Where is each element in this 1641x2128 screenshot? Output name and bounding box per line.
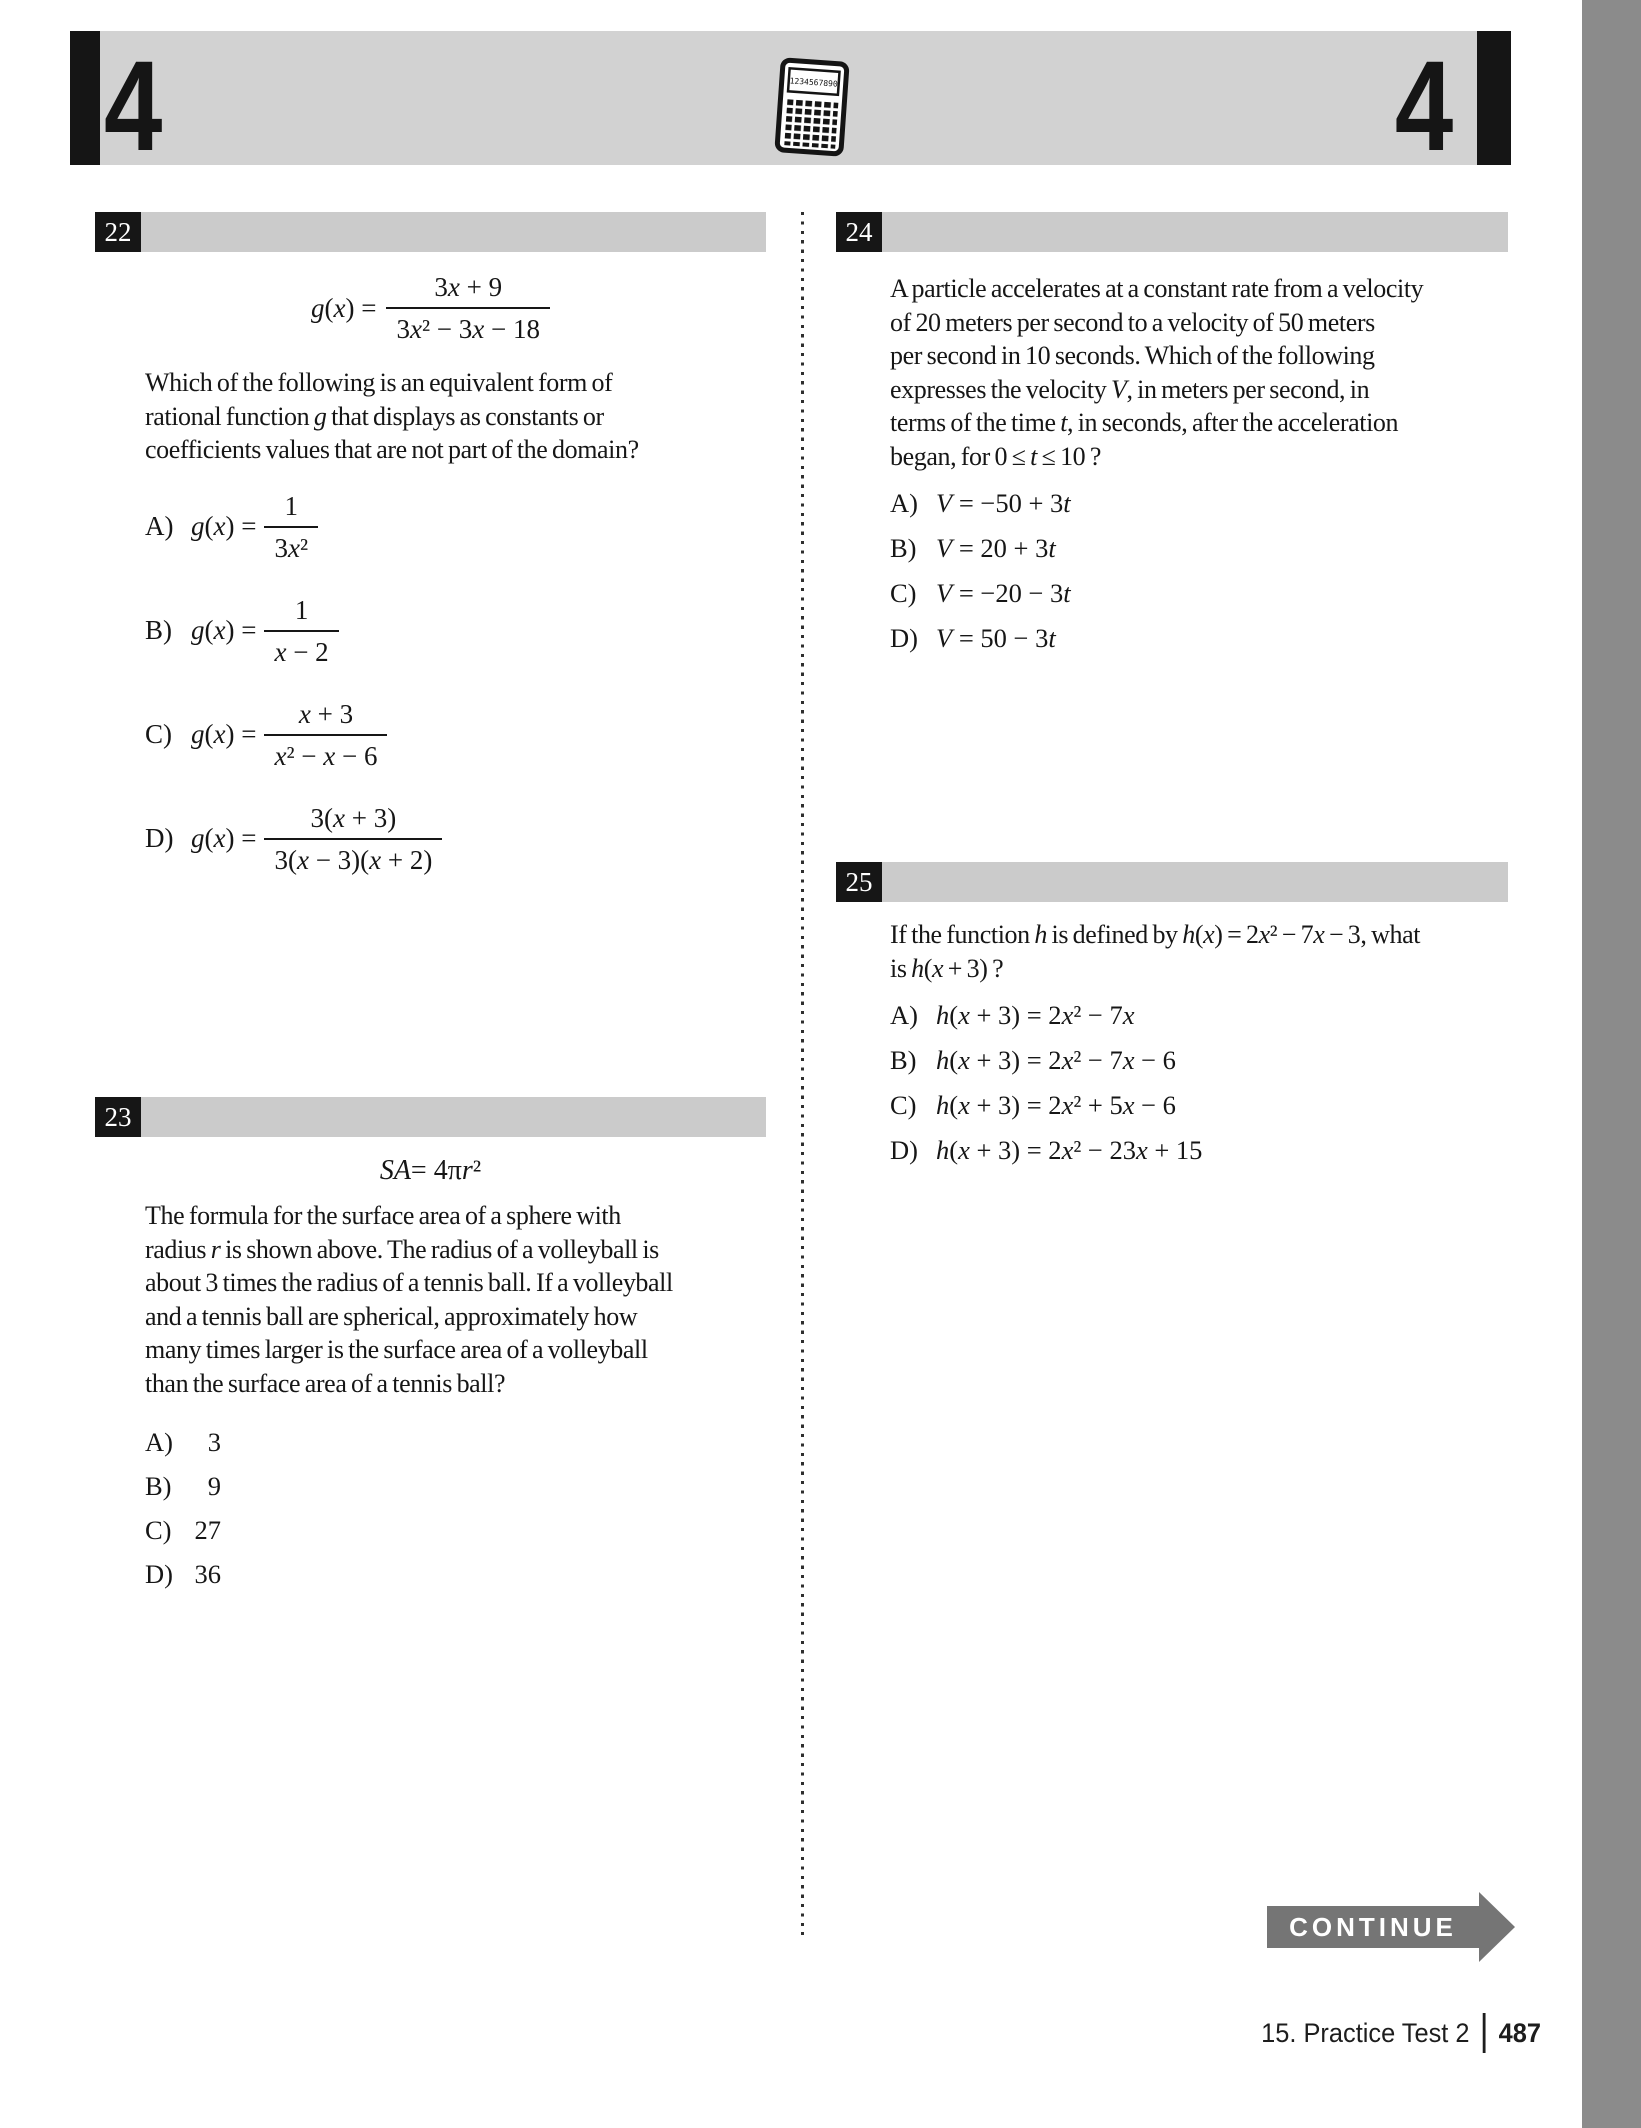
fraction-numerator: 1 — [284, 490, 298, 521]
choice-c — [145, 1514, 766, 1546]
section-number-right: 4 — [1394, 35, 1453, 178]
choice-b — [890, 532, 1508, 565]
choice-expression: V = −50 + 3t — [936, 488, 1071, 518]
question-label-bar — [882, 862, 1508, 902]
choice-fraction — [264, 699, 387, 771]
question-number: 22 — [95, 212, 141, 252]
choice-label: C) — [890, 1090, 917, 1120]
question-25-text: If the function h is defined by h(x) = 2x² − 7x − 3, what is h(x + 3) ? — [890, 920, 1421, 983]
choice-value: 27 — [194, 1515, 221, 1545]
choice-label: C) — [890, 578, 917, 608]
choice-label: A) — [145, 1427, 173, 1457]
page-edge-strip — [1582, 0, 1641, 2128]
question-label-bar — [882, 212, 1508, 252]
question-22-text: Which of the following is an equivalent form of rational function g that displays as constants or coefficients values that are not part of the domain? — [145, 368, 639, 464]
calculator-display: 1234567890 — [789, 76, 839, 89]
question-23-text: The formula for the surface area of a sphere with radius r is shown above. The radius of a volleyball is about 3 times the radius of a tennis ball. If a volleyball and a tennis ball are spherical, approximately how many times larger is the surface area of a volleyball than the surface area of a tennis ball? — [145, 1201, 673, 1398]
question-22-formula — [95, 272, 766, 344]
choice-d — [890, 622, 1508, 655]
footer-separator — [1483, 2013, 1486, 2053]
choice-fraction — [264, 491, 318, 563]
formula-fraction — [386, 272, 550, 344]
question-25 — [836, 862, 1508, 1179]
column-divider-dotted — [801, 212, 804, 1935]
fraction-numerator: x + 3 — [298, 698, 354, 729]
choice-label: A) — [145, 511, 174, 541]
question-22-choices — [145, 491, 766, 875]
question-label-bar — [141, 212, 766, 252]
choice-label: D) — [890, 1135, 918, 1165]
fraction-numerator: 3(x + 3) — [310, 802, 397, 833]
fraction-denominator: x² − x − 6 — [264, 734, 387, 771]
choice-label: C) — [145, 719, 172, 749]
question-25-choices — [890, 999, 1508, 1167]
choice-lhs: g(x) = — [191, 823, 257, 853]
choice-label: D) — [145, 1559, 173, 1589]
choice-lhs: g(x) = — [191, 511, 257, 541]
choice-label: B) — [890, 1045, 917, 1075]
choice-c — [890, 577, 1508, 610]
choice-label: A) — [890, 488, 918, 518]
choice-a — [145, 1426, 766, 1458]
fraction-denominator: 3(x − 3)(x + 2) — [264, 838, 442, 875]
question-24-text: A particle accelerates at a constant rate from a velocity of 20 meters per second to a velocity of 50 meters per second in 10 seconds. Which of the following expresses the velocity V, in meters per second, in terms of the time t, in seconds, after the acceleration began, for 0 ≤ t ≤ 10 ? — [890, 274, 1424, 471]
section-number-left: 4 — [104, 35, 163, 178]
fraction-numerator: 3x + 9 — [434, 272, 503, 302]
footer-book-label: 15. Practice Test 2 — [1261, 2017, 1470, 2048]
fraction-denominator: 3x² − 3x − 18 — [386, 307, 550, 344]
choice-a — [890, 487, 1508, 520]
choice-label: D) — [145, 823, 174, 853]
choice-d — [145, 803, 766, 875]
question-number: 25 — [836, 862, 882, 902]
choice-label: B) — [145, 615, 172, 645]
section-header — [70, 31, 1511, 178]
fraction-denominator: x − 2 — [264, 630, 338, 667]
choice-lhs: g(x) = — [191, 719, 257, 749]
question-22 — [95, 212, 766, 907]
choice-expression: h(x + 3) = 2x² − 7x − 6 — [936, 1045, 1176, 1075]
choice-value: 9 — [207, 1471, 221, 1501]
continue-label: CONTINUE — [1267, 1906, 1479, 1948]
formula-lhs: g(x) = — [311, 292, 377, 323]
question-24-label — [836, 212, 1508, 252]
question-23 — [95, 1097, 766, 1602]
question-24 — [836, 212, 1508, 667]
question-23-choices — [145, 1426, 766, 1590]
fraction-numerator: 1 — [294, 594, 309, 625]
choice-c — [145, 699, 766, 771]
choice-label: C) — [145, 1515, 172, 1545]
question-number: 24 — [836, 212, 882, 252]
choice-c — [890, 1089, 1508, 1122]
choice-label: B) — [145, 1471, 172, 1501]
page-footer — [1220, 2012, 1541, 2054]
fraction-denominator: 3x² — [264, 526, 318, 563]
choice-b — [890, 1044, 1508, 1077]
choice-expression: h(x + 3) = 2x² − 7x — [936, 1000, 1135, 1030]
choice-b — [145, 1470, 766, 1502]
choice-expression: V = 50 − 3t — [936, 623, 1056, 653]
choice-d — [890, 1134, 1508, 1167]
choice-label: D) — [890, 623, 918, 653]
calculator-icon — [774, 57, 851, 158]
choice-lhs: g(x) = — [191, 615, 257, 645]
header-right-black-bar — [1477, 31, 1511, 165]
question-23-formula: SA = 4π r ² — [379, 1155, 482, 1186]
choice-a — [145, 491, 766, 563]
choice-expression: h(x + 3) = 2x² − 23x + 15 — [936, 1135, 1203, 1165]
choice-fraction — [264, 803, 442, 875]
choice-b — [145, 595, 766, 667]
continue-arrowhead-icon — [1479, 1892, 1515, 1962]
choice-expression: V = −20 − 3t — [936, 578, 1071, 608]
choice-value: 3 — [207, 1427, 221, 1457]
choice-label: B) — [890, 533, 917, 563]
question-23-label — [95, 1097, 766, 1137]
question-number: 23 — [95, 1097, 141, 1137]
choice-d — [145, 1558, 766, 1590]
choice-a — [890, 999, 1508, 1032]
choice-value: 36 — [194, 1559, 221, 1589]
header-left-black-bar — [70, 31, 100, 165]
question-25-label — [836, 862, 1508, 902]
choice-fraction — [264, 595, 338, 667]
question-label-bar — [141, 1097, 766, 1137]
question-24-choices — [890, 487, 1508, 655]
choice-expression: h(x + 3) = 2x² + 5x − 6 — [936, 1090, 1176, 1120]
choice-label: A) — [890, 1000, 918, 1030]
choice-expression: V = 20 + 3t — [936, 533, 1056, 563]
question-22-label — [95, 212, 766, 252]
continue-arrow — [1267, 1892, 1515, 1962]
footer-page-number: 487 — [1498, 2017, 1541, 2048]
